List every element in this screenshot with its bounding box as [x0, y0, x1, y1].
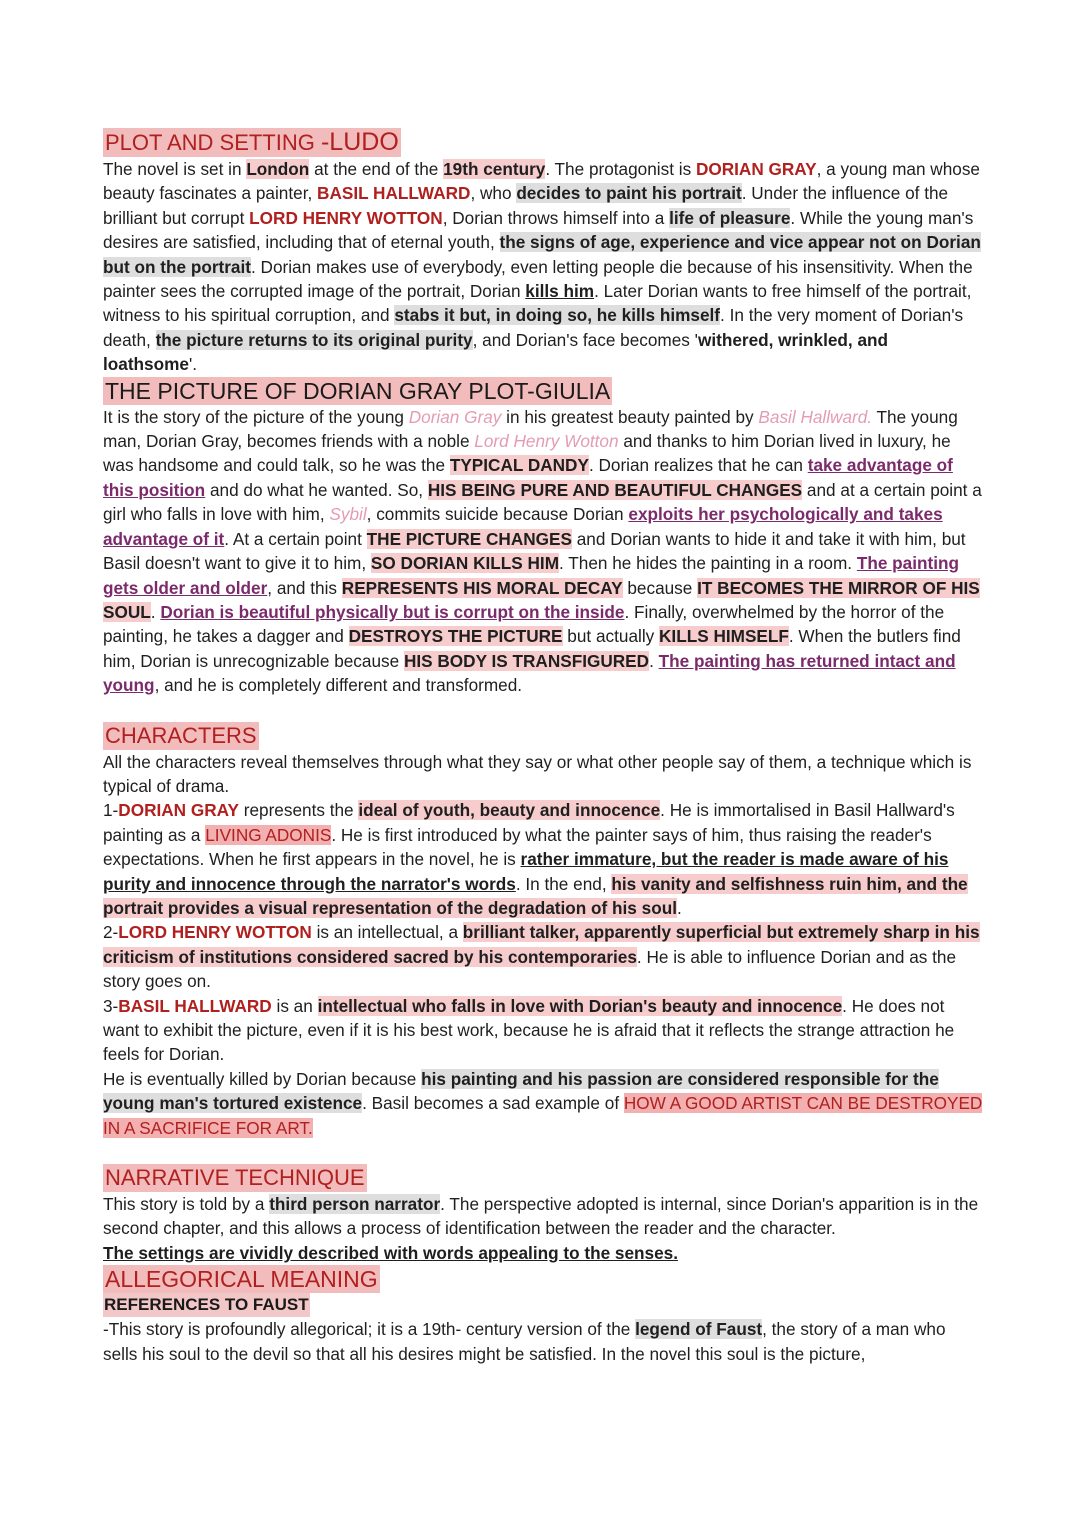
highlight-decay: REPRESENTS HIS MORAL DECAY	[341, 577, 623, 598]
underline-older: The painting gets older and older	[103, 553, 959, 598]
highlight-pure: HIS BEING PURE AND BEAUTIFUL CHANGES	[427, 479, 803, 500]
section-plot-setting	[103, 128, 984, 377]
section-characters	[103, 722, 984, 1141]
highlight-kills-him: SO DORIAN KILLS HIM	[370, 553, 560, 574]
underline-intact: The painting has returned intact and young	[103, 650, 956, 696]
name-dorian-gray: DORIAN GRAY	[695, 159, 817, 179]
italic-lord-henry: Lord Henry Wotton	[474, 431, 619, 452]
highlight-pleasure: life of pleasure	[669, 207, 791, 228]
section-narrative	[103, 1164, 984, 1265]
highlight-century: 19th century	[443, 159, 546, 179]
section-allegory	[103, 1265, 984, 1366]
highlight-kills-himself: KILLS HIMSELF	[659, 626, 789, 647]
underline-corrupt: Dorian is beautiful physically but is corrupt on the inside	[160, 601, 625, 622]
italic-dorian-gray: Dorian Gray	[408, 406, 502, 427]
highlight-changes: THE PICTURE CHANGES	[366, 528, 572, 549]
narrative-settings: The settings are vividly described with words appealing to the senses.	[103, 1242, 678, 1263]
section-plot-giulia	[103, 377, 984, 698]
giulia-paragraph: It is the story of the picture of the young Dorian Gray in his greatest beauty painted by Basil Hallward. The young man, Dorian Gray, becomes friends with a noble Lord Henry Wotton and thanks to him Dorian lived in luxury, he was handsome and could talk, so he was the TYPICAL DANDY. Dorian realizes that he can take advantage of this position and do what he wanted. So, HIS BEING PURE AND BEAUTIFUL CHANGES and at a certain point a girl who falls in love with him, Sybil, commits suicide because Dorian exploits her psychologically and takes advantage of it. At a certain point THE PICTURE CHANGES and Dorian wants to hide it and take it with him, but Basil doesn't want to give it to him, SO DORIAN KILLS HIM. Then he hides the painting in a room. The painting gets older and older, and this REPRESENTS HIS MORAL DECAY because IT BECOMES THE MIRROR OF HIS SOUL. Dorian is beautiful physically but is corrupt on the inside. Finally, overwhelmed by the horror of the painting, he takes a dagger and DESTROYS THE PICTURE but actually KILLS HIMSELF. When the butlers find him, Dorian is unrecognizable because HIS BODY IS TRANSFIGURED. The painting has returned intact and young, and he is completely different and transformed.	[103, 406, 982, 696]
character-dorian: 1-DORIAN GRAY represents the ideal of youth, beauty and innocence. He is immortalised in Basil Hallward's painting as a LIVING ADONIS. He is first introduced by what the painter says of him, thus raising the reader's expectations. When he first appears in the novel, he is rather immature, but the reader is made aware of his purity and innocence through the narrator's words. In the end, his vanity and selfishness ruin him, and the portrait provides a visual representation of the degradation of his soul.	[103, 800, 968, 918]
highlight-dandy: TYPICAL DANDY	[449, 455, 589, 476]
highlight-destroys: DESTROYS THE PICTURE	[348, 626, 563, 647]
character-basil: 3-BASIL HALLWARD is an intellectual who falls in love with Dorian's beauty and innocence. He does not want to exhibit the picture, even if it is his best work, because he is afraid that it reflects the strange attraction he feels for Dorian.	[103, 995, 955, 1065]
underline-kills-him: kills him	[525, 281, 595, 302]
name-lord-henry: LORD HENRY WOTTON	[249, 207, 443, 228]
allegory-heading: ALLEGORICAL MEANING	[105, 1266, 378, 1293]
highlight-artist: HOW A GOOD ARTIST CAN BE DESTROYED IN A SACRIFICE FOR ART.	[103, 1093, 983, 1138]
italic-sybil: Sybil	[329, 504, 367, 525]
highlight-adonis: LIVING ADONIS	[205, 824, 332, 845]
giulia-heading: THE PICTURE OF DORIAN GRAY PLOT-GIULIA	[105, 377, 611, 404]
highlight-mirror: IT BECOMES THE MIRROR OF HIS SOUL	[103, 577, 980, 622]
faust-subheading: REFERENCES TO FAUST	[103, 1293, 310, 1317]
bold-withered: withered, wrinkled, and loathsome	[103, 329, 889, 375]
name-basil-hallward: BASIL HALLWARD	[317, 183, 471, 204]
highlight-decides: decides to paint his portrait	[516, 183, 742, 204]
plot-heading: PLOT AND SETTING -LUDO	[105, 128, 399, 156]
underline-advantage: take advantage of this position	[103, 455, 953, 500]
highlight-signs: the signs of age, experience and vice appear not on Dorian but on the portrait	[103, 232, 981, 277]
characters-intro: All the characters reveal themselves through what they say or what other people say of them, a technique which is typical of drama.	[103, 751, 972, 796]
highlight-london: London	[246, 159, 310, 179]
italic-basil-hallward: Basil Hallward.	[758, 406, 873, 427]
highlight-body: HIS BODY IS TRANSFIGURED	[403, 650, 650, 671]
narrative-paragraph: This story is told by a third person narrator. The perspective adopted is internal, since Dorian's apparition is in the second chapter, and this allows a process of identification between the reader and the character.	[103, 1194, 979, 1239]
plot-paragraph: The novel is set in London at the end of the 19th century. The protagonist is DORIAN GRAY, a young man whose beauty fascinates a painter, BASIL HALLWARD, who decides to paint his portrait. Under the influence of the brilliant but corrupt LORD HENRY WOTTON, Dorian throws himself into a life of pleasure. While the young man's desires are satisfied, including that of eternal youth, the signs of age, experience and vice appear not on Dorian but on the portrait. Dorian makes use of everybody, even letting people die because of his insensitivity. When the painter sees the corrupted image of the portrait, Dorian kills him. Later Dorian wants to free himself of the portrait, witness to his spiritual corruption, and stabs it but, in doing so, he kills himself. In the very moment of Dorian's death, the picture returns to its original purity, and Dorian's face becomes 'withered, wrinkled, and loathsome'.	[103, 159, 981, 375]
character-basil-fate: He is eventually killed by Dorian because his painting and his passion are considered responsible for the young man's tortured existence. Basil becomes a sad example of HOW A GOOD ARTIST CAN BE DESTROYED IN A SACRIFICE FOR ART.	[103, 1068, 983, 1138]
highlight-returns: the picture returns to its original purity	[155, 329, 473, 350]
character-henry: 2-LORD HENRY WOTTON is an intellectual, a brilliant talker, apparently superficial but extremely sharp in his criticism of institutions considered sacred by his contemporaries. He is able to influence Dorian and as the story goes on.	[103, 922, 980, 992]
allegory-paragraph: -This story is profoundly allegorical; it is a 19th- century version of the legend of Faust, the story of a man who sells his soul to the devil so that all his desires might be satisfied. In the novel this soul is the picture,	[103, 1319, 946, 1364]
highlight-stabs: stabs it but, in doing so, he kills himself	[394, 305, 721, 326]
narrative-heading: NARRATIVE TECHNIQUE	[105, 1165, 365, 1191]
characters-heading: CHARACTERS	[105, 722, 257, 748]
underline-exploits: exploits her psychologically and takes advantage of it	[103, 504, 943, 549]
